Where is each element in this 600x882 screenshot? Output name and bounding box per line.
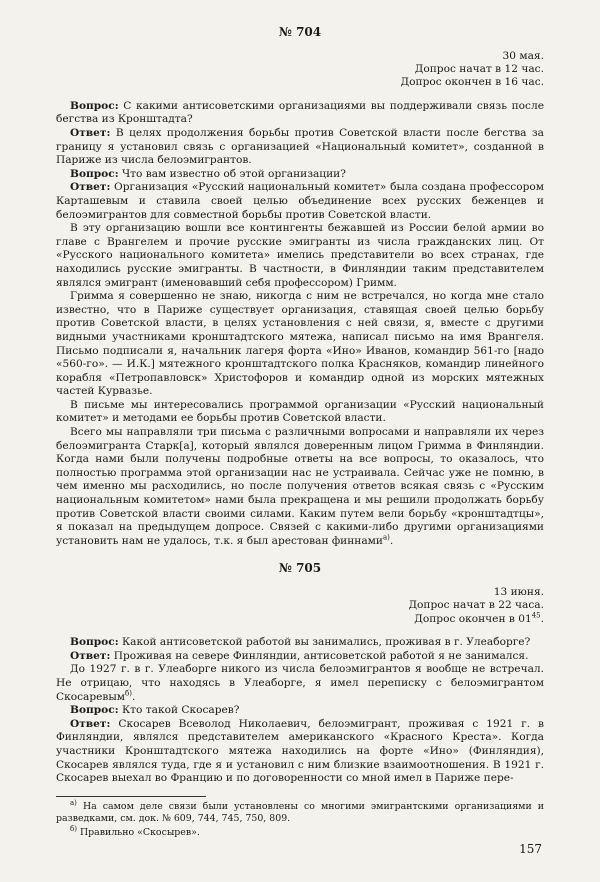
paragraph: Всего мы направляли три письма с различными вопросами и направляли их через белоэмигранта Старк[а], который являлся доверенным лицом Гримма в Финляндии. Когда нами были получены подробные ответы на все вопросы, то оказалось, что полностью программа этой организации нас не устраивала. Сейчас уже не помню, в чем именно мы расходились, но после получения ответов всякая связь с «Русским национальным комитетом» нами была прекращена и мы решили продолжать борьбу против Советской власти своими силами. Каким путем вели борьбу «кронштадтцы», я показал на предыдущем допросе. Связей с какими-либо другими организациями установить нам не удалось, т.к. я был арестован финнами$^{а)}$. — [56, 426, 544, 547]
interrogation-end: Допрос окончен в $01^{45}$. — [414, 611, 544, 625]
interrogation-meta — [56, 50, 544, 90]
qa-item: Вопрос: Кто такой Скосарев? — [70, 704, 240, 717]
footnote-divider — [56, 796, 206, 797]
document-number: № 705 — [278, 561, 322, 576]
interrogation-end: Допрос окончен в 16 час. — [400, 76, 544, 89]
page-body — [56, 26, 544, 841]
footnote: $^{б)}$ Правильно «Скосырев». — [70, 824, 200, 838]
paragraph: До 1927 г. в г. Улеаборге никого из числа белоэмигрантов я вообще не встречал. Не отрицаю, что находясь в Улеаборге, я имел переписку с белоэмигрантом Скосаревым$^{б)}$. — [56, 663, 544, 703]
interrogation-start: Допрос начат в 22 часа. — [408, 599, 544, 612]
footnote-ref: б) — [125, 689, 132, 698]
page-number: 157 — [519, 842, 542, 856]
footnote: $^{а)}$ На самом деле связи были установлены со многими эмигрантскими организациями и разведками, см. док. № 609, 744, 745, 750, 809. — [56, 798, 544, 824]
qa-item: Ответ: Скосарев Всеволод Николаевич, белоэмигрант, проживая с 1921 г. в Финляндии, являлся представителем американского «Красного Креста». Когда участники Кронштадтского мятежа находились на форте «Ино» (Финляндия), Скосарев являлся туда, где я и установил с ним близкие взаимоотношения. В 1921 г. Скосарев выехал во Францию и по договоренности со мной имел в Париже пере- — [56, 717, 545, 785]
interrogation-date: 13 июня. — [493, 586, 544, 598]
interrogation-meta — [56, 586, 544, 626]
qa-item: Ответ: Проживая на севере Финляндии, антисоветской работой я не занимался. — [70, 649, 529, 662]
paragraph: В эту организацию вошли все контингенты бежавшей из России белой армии во главе с Врангелем и прочие русские эмигранты из числа гражданских лиц. От «Русского национального комитета» имелись представители во всех странах, где находились русские эмигранты. В частности, в Финляндии таким представителем являлся эмигрант (именовавший себя профессором) Гримм. — [56, 222, 544, 289]
interrogation-start: Допрос начат в 12 час. — [414, 63, 544, 75]
qa-item: Вопрос: С какими антисоветскими организациями вы поддерживали связь после бегства из Кронштадта? — [56, 99, 544, 126]
document-number: № 704 — [278, 25, 322, 39]
footnote-ref: а) — [382, 533, 390, 542]
interrogation-date: 30 мая. — [502, 49, 544, 62]
qa-item: Вопрос: Что вам известно об этой организации? — [70, 167, 346, 180]
qa-item: Вопрос: Какой антисоветской работой вы занимались, проживая в г. Улеаборге? — [70, 636, 531, 649]
paragraph: Гримма я совершенно не знаю, никогда с ним не встречался, но когда мне стало известно, что в Париже существует организация, ставящая своей целью борьбу против Советской власти, в целях установления с ней связи, я, вместе с другими видными участниками кронштадтского мятежа, написал письмо на имя Врангеля. Письмо подписали я, начальник лагеря форта «Ино» Иванов, командир 561-го [надо «560-го». — И.К.] мятежного кронштадтского полка Красняков, командир линейного корабля «Петропавловск» Христофоров и командир одной из морских мятежных частей Курвазье. — [56, 290, 544, 398]
qa-item: Ответ: В целях продолжения борьбы против Советской власти после бегства за границу я установил связь с организацией «Национальный комитет», созданной в Париже из числа белоэмигрантов. — [56, 127, 544, 167]
qa-item: Ответ: Организация «Русский национальный комитет» была создана профессором Карташевым и ставила своей целью объединение всех русских беженцев и белоэмигрантов для совместной борьбы против Советской власти. — [56, 181, 544, 221]
paragraph: В письме мы интересовались программой организации «Русский национальный комитет» и методами ее борьбы против Советской власти. — [56, 398, 544, 425]
